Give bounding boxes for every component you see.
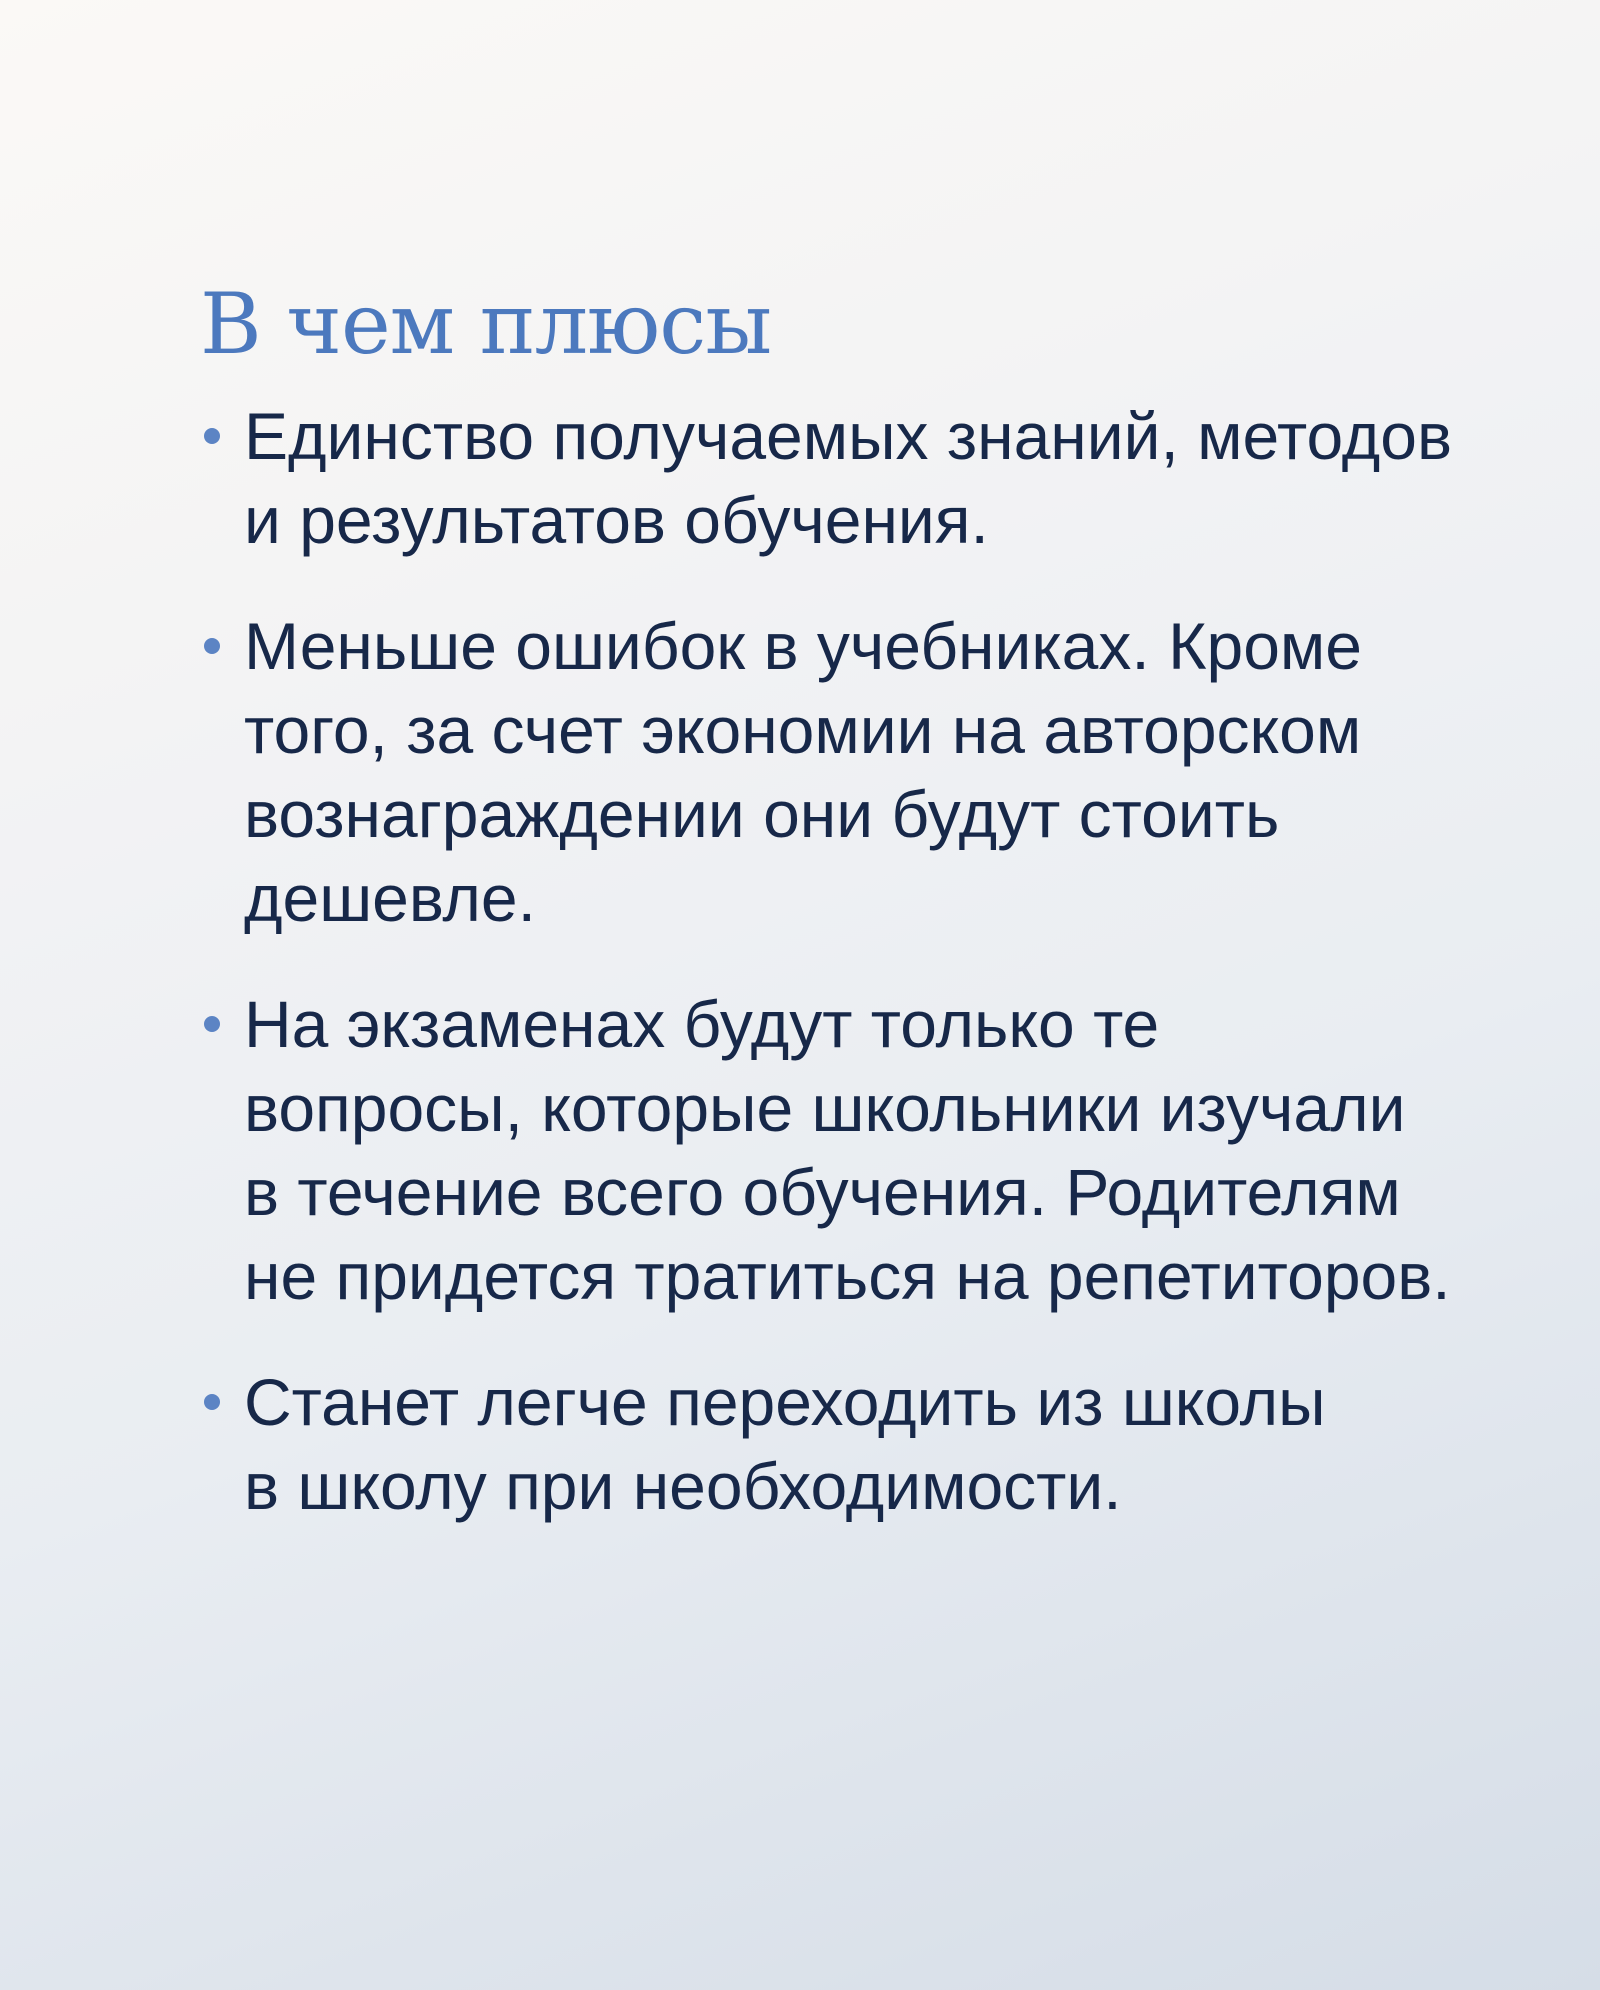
bullet-dot-icon [204,428,220,444]
list-item [200,1360,1500,1528]
text-line: дешевле. [244,861,536,935]
text-line: того, за счет экономии на авторском [244,693,1362,767]
advantages-list [200,394,1500,1528]
text-line: На экзаменах будут только те [244,987,1160,1061]
text-line: и результатов обучения. [244,483,989,557]
text-line: не придется тратиться на репетиторов. [244,1239,1451,1313]
text-line: вопросы, которые школьники изучали [244,1071,1406,1145]
list-item-text [244,1360,1500,1528]
list-item [200,604,1500,940]
content-card [200,275,1500,1570]
text-line: в школу при необходимости. [244,1449,1122,1523]
text-line: Единство получаемых знаний, методов [244,399,1453,473]
text-line: Станет легче переходить из школы [244,1365,1326,1439]
bullet-dot-icon [204,1016,220,1032]
list-item [200,394,1500,562]
page-title: В чем плюсы [200,275,772,373]
list-item-text [244,394,1500,562]
list-item-text [244,982,1500,1318]
bullet-dot-icon [204,1394,220,1410]
text-line: вознаграждении они будут стоить [244,777,1280,851]
list-item [200,982,1500,1318]
text-line: в течение всего обучения. Родителям [244,1155,1401,1229]
bullet-dot-icon [204,638,220,654]
list-item-text [244,604,1500,940]
text-line: Меньше ошибок в учебниках. Кроме [244,609,1363,683]
